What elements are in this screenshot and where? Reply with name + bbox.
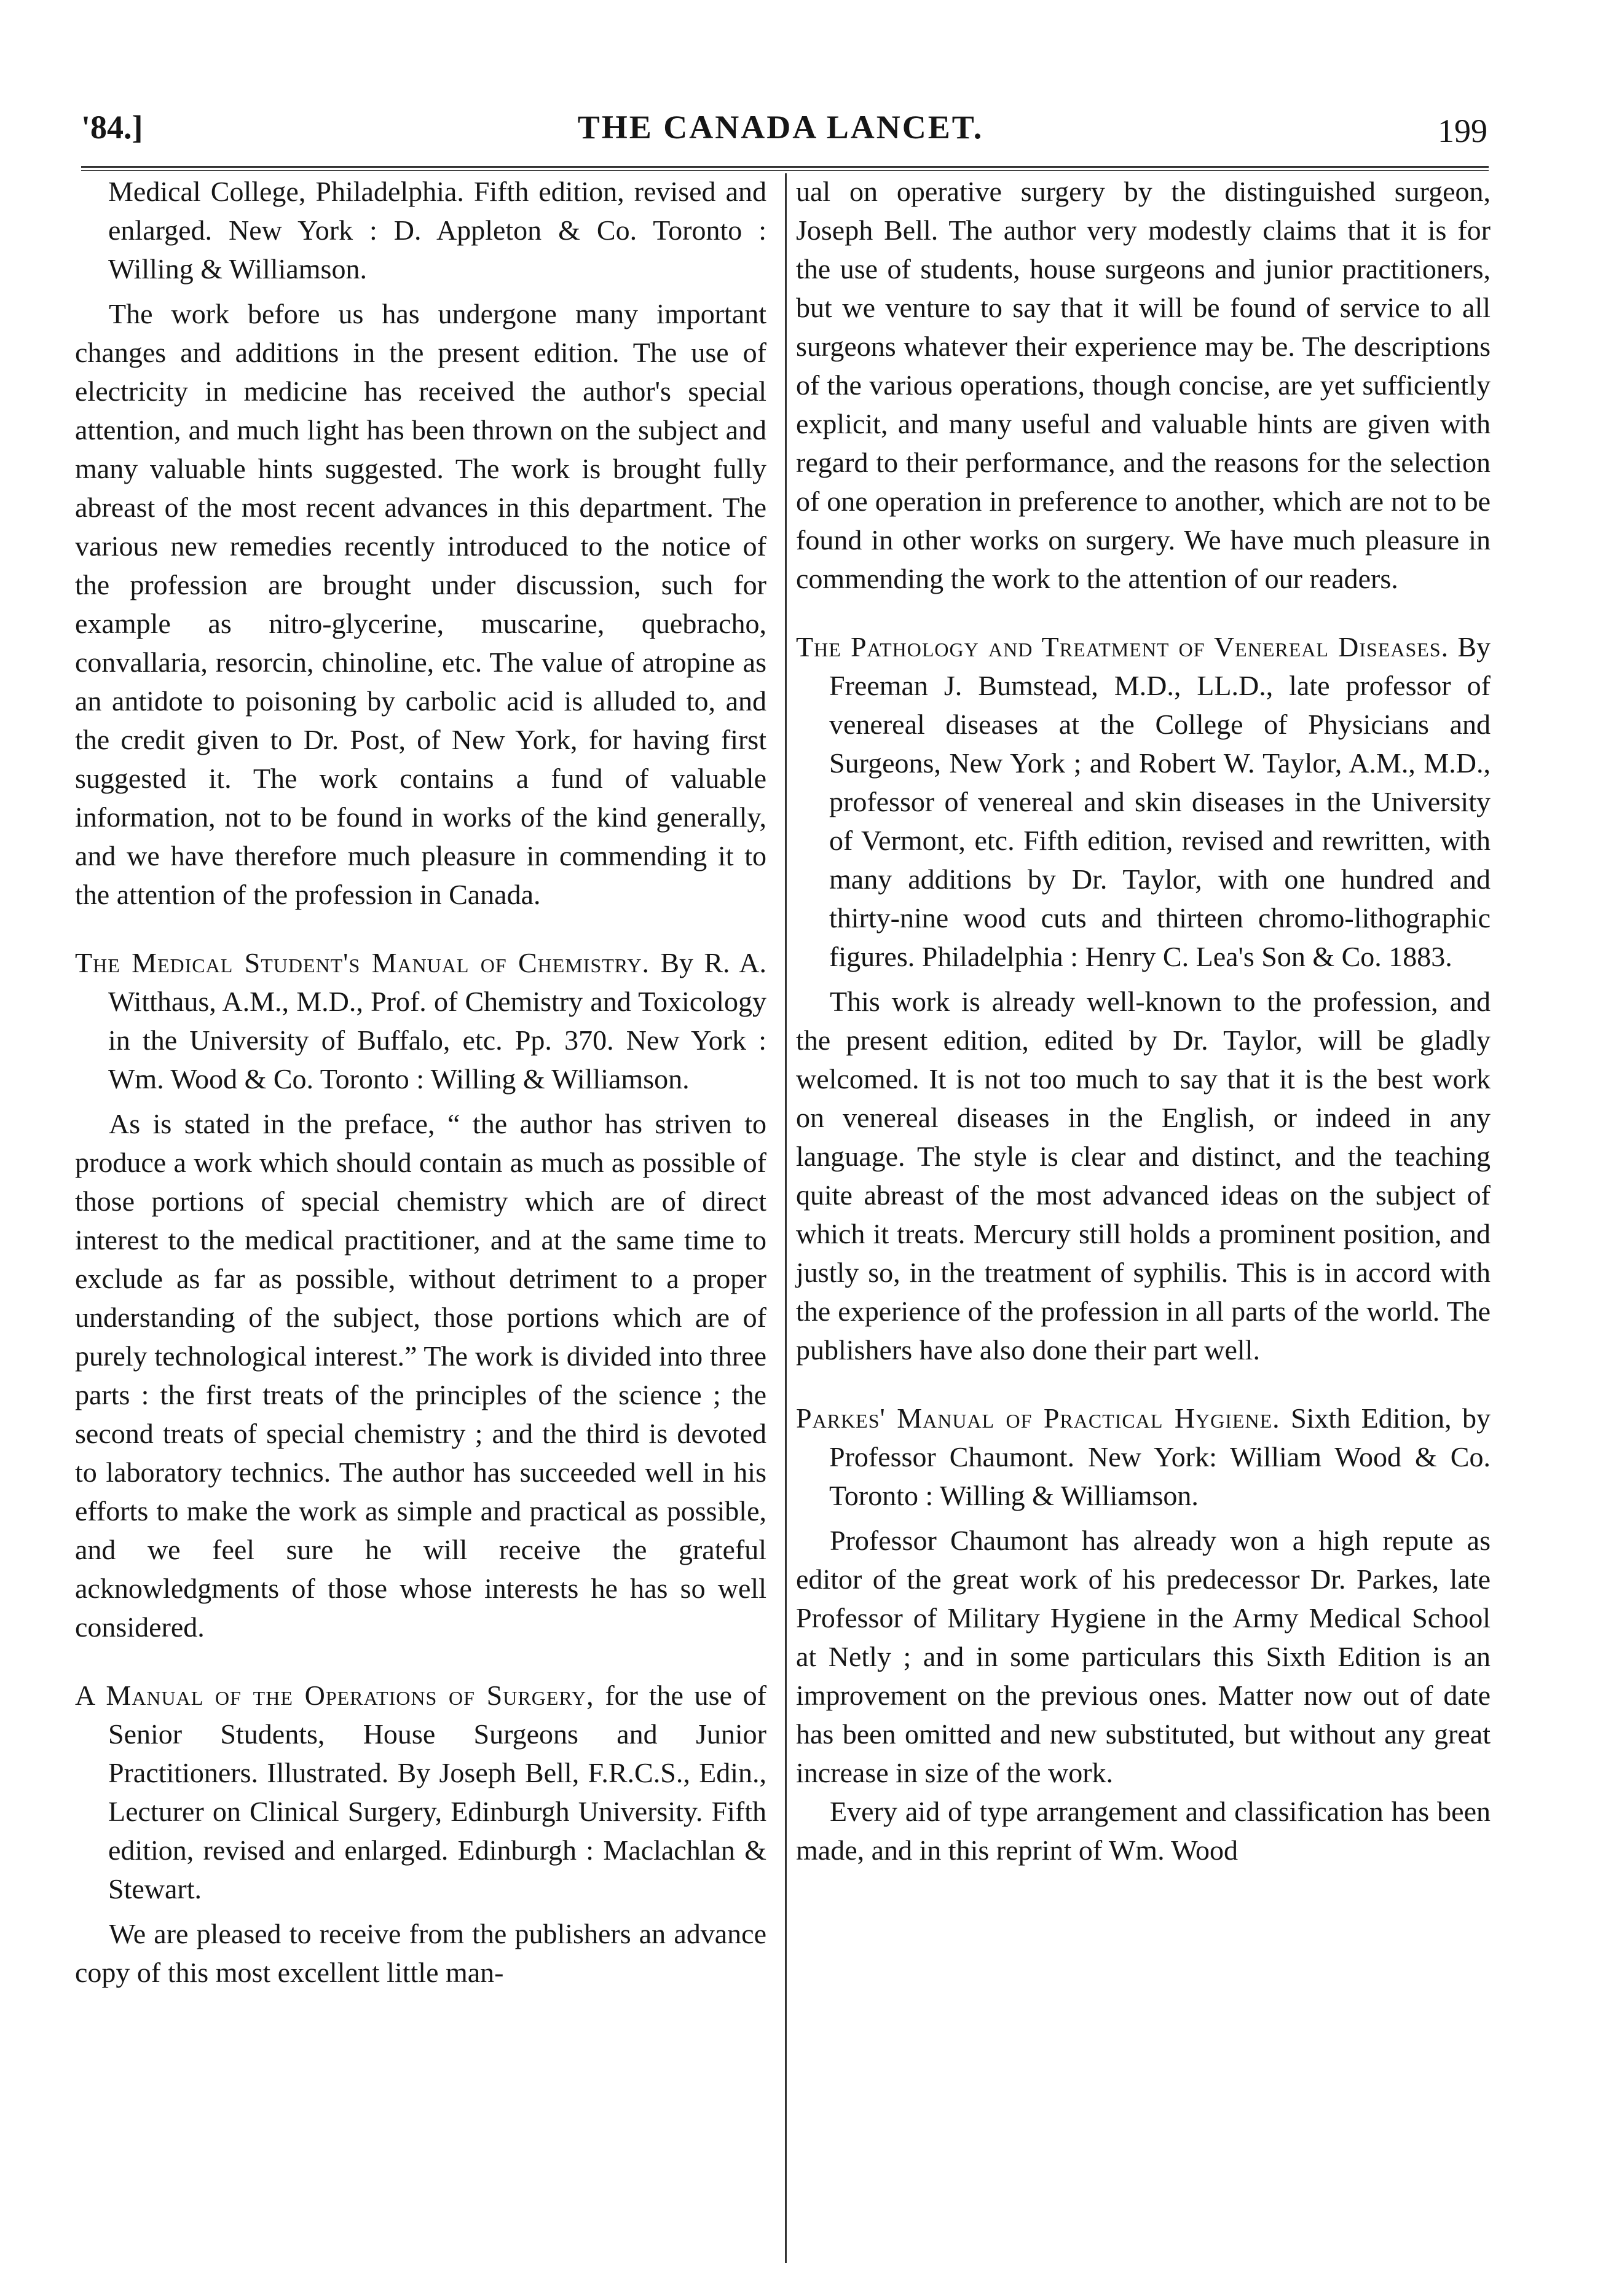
review-citation bbox=[796, 627, 1491, 976]
book-title: Parkes' Manual of Practical Hygiene. bbox=[796, 1402, 1280, 1434]
journal-title: THE CANADA LANCET. bbox=[577, 109, 984, 146]
review-paragraph: We are pleased to receive from the publishers an advance copy of this most excellent little man- bbox=[75, 1918, 766, 1988]
book-details: for the use of Senior Students, House Surgeons and Junior Practitioners. Illustrated. By Joseph Bell, F.R.C.S., Edin., Lecturer on Clinical Surgery, Edinburgh University. Fifth edition, revised and enlarged. Edinburgh : Maclachlan & Stewart. bbox=[108, 1680, 767, 1905]
review-citation-continued: Medical College, Philadelphia. Fifth edition, revised and enlarged. New York : D. Appleton & Co. Toronto : Willing & Williamson. bbox=[108, 176, 766, 285]
book-details: Sixth Edition, by Professor Chaumont. New York: William Wood & Co. Toronto : Willing & Williamson. bbox=[829, 1402, 1491, 1511]
column-divider bbox=[785, 173, 787, 2263]
header-year: '84.] bbox=[81, 109, 143, 146]
page-number: 199 bbox=[1438, 112, 1487, 149]
header-rule bbox=[81, 166, 1489, 171]
review-paragraph: Every aid of type arrangement and classification has been made, and in this reprint of Wm. Wood bbox=[796, 1796, 1491, 1866]
book-title: The Pathology and Treatment of Venereal Diseases. bbox=[796, 631, 1449, 662]
running-header bbox=[74, 108, 1487, 157]
book-details: By Freeman J. Bumstead, M.D., LL.D., late professor of venereal diseases at the College of Physicians and Surgeons, New York ; and Robert W. Taylor, A.M., M.D., professor of venereal and skin diseases in the University of Vermont, etc. Fifth edition, revised and rewritten, with many additions by Dr. Taylor, with one hundred and thirty-nine wood cuts and thirteen chromo-lithographic figures. Philadelphia : Henry C. Lea's Son & Co. 1883. bbox=[829, 631, 1491, 972]
review-paragraph: Professor Chaumont has already won a high repute as editor of the great work of his predecessor Dr. Parkes, late Professor of Military Hygiene in the Army Medical School at Netly ; and in some particulars this Sixth Edition is an improvement on the previous ones. Matter now out of date has been omitted and new substituted, but without any great increase in size of the work. bbox=[796, 1525, 1491, 1788]
review-paragraph: As is stated in the preface, “ the author has striven to produce a work which should contain as much as possible of those portions of special chemistry which are of direct interest to the medical practitioner, and at the same time to exclude as far as possible, without detriment to a proper understanding of the subject, those portions which are of purely technological interest.” The work is divided into three parts : the first treats of the principles of the science ; the second treats of special chemistry ; and the third is devoted to laboratory technics. The author has succeeded well in his efforts to make the work as simple and practical as possible, and we feel sure he will receive the grateful acknowledgments of those whose interests he has so well considered. bbox=[75, 1108, 766, 1643]
book-title: The Medical Student's Manual of Chemistry. bbox=[75, 947, 650, 978]
book-details: By R. A. Witthaus, A.M., M.D., Prof. of Chemistry and Toxicology in the University of Buffalo, etc. Pp. 370. New York : Wm. Wood & Co. Toronto : Willing & Williamson. bbox=[108, 947, 766, 1095]
review-citation bbox=[75, 1676, 766, 1908]
review-citation bbox=[796, 1399, 1491, 1515]
review-paragraph: This work is already well-known to the profession, and the present edition, edited by Dr. Taylor, will be gladly welcomed. It is not too much to say that it is the best work on venereal diseases in the English, or indeed in any language. The style is clear and distinct, and the teaching quite abreast of the most advanced ideas on the subject of which it treats. Mercury still holds a prominent position, and justly so, in the treatment of syphilis. This is in accord with the experience of the profession in all parts of the world. The publishers have also done their part well. bbox=[796, 986, 1491, 1366]
right-column bbox=[796, 172, 1491, 1869]
left-column bbox=[75, 172, 766, 1992]
review-paragraph-continued: ual on operative surgery by the distinguished surgeon, Joseph Bell. The author very modestly claims that it is for the use of students, house surgeons and junior practitioners, but we venture to say that it will be found of service to all surgeons whatever their experience may be. The descriptions of the various operations, though concise, are yet sufficiently explicit, and many useful and valuable hints are given with regard to their performance, and the reasons for the selection of one operation in preference to another, which are not to be found in other works on surgery. We have much pleasure in commending the work to the attention of our readers. bbox=[796, 176, 1491, 594]
book-title: A Manual of the Operations of Surgery, bbox=[75, 1680, 594, 1711]
review-paragraph: The work before us has undergone many important changes and additions in the present edition. The use of electricity in medicine has received the author's special attention, and much light has been thrown on the subject and many valuable hints suggested. The work is brought fully abreast of the most recent advances in this department. The various new remedies recently introduced to the notice of the profession are brought under discussion, such for example as nitro-glycerine, muscarine, quebracho, convallaria, resorcin, chinoline, etc. The value of atropine as an antidote to poisoning by carbolic acid is alluded to, and the credit given to Dr. Post, of New York, for having first suggested it. The work contains a fund of valuable information, not to be found in works of the kind generally, and we have therefore much pleasure in commending it to the attention of the profession in Canada. bbox=[75, 298, 766, 910]
review-citation bbox=[75, 943, 766, 1098]
